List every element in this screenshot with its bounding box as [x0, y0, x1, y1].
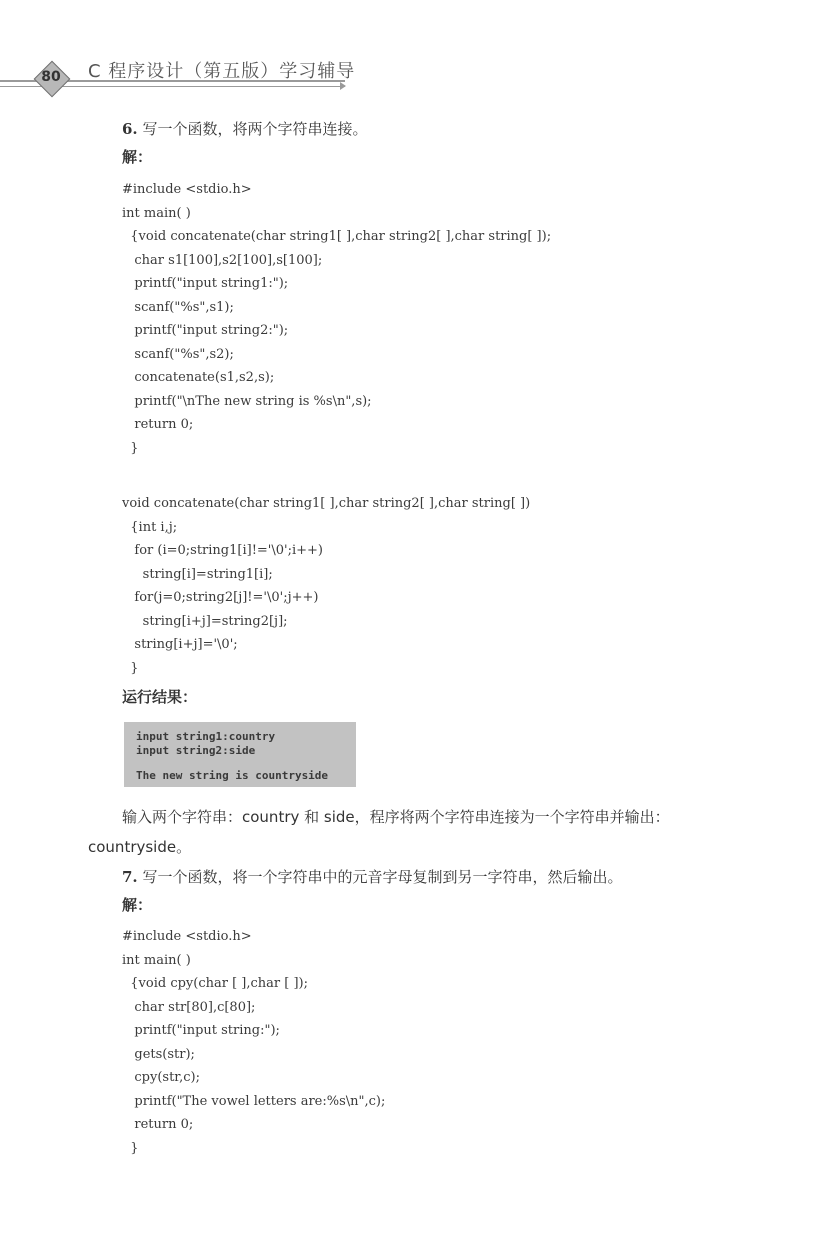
question-7 [122, 866, 622, 887]
question-number: 6. [122, 120, 138, 138]
code-line: #include <stdio.h> [122, 182, 252, 197]
code-line: for(j=0;string2[j]!='\0';j++) [122, 590, 319, 605]
code-line: {int i,j; [122, 519, 178, 535]
question-6 [122, 118, 367, 139]
code-line: scanf("%s",s2); [122, 346, 234, 362]
code-line: cpy(str,c); [122, 1070, 200, 1085]
code-line: for (i=0;string1[i]!='\0';i++) [122, 543, 323, 558]
code-line: char str[80],c[80]; [122, 999, 256, 1015]
code-line: {void concatenate(char string1[ ],char string2[ ],char string[ ]); [122, 229, 552, 244]
code-block-function [122, 492, 530, 680]
book-title: C 程序设计（第五版）学习辅导 [88, 61, 356, 82]
question-number: 7. [122, 868, 138, 886]
code-block-main [122, 178, 551, 460]
code-line: return 0; [122, 1117, 194, 1132]
page-number: 80 [41, 69, 61, 85]
code-line: #include <stdio.h> [122, 929, 252, 944]
code-line: void concatenate(char string1[ ],char string2[ ],char string[ ]) [122, 496, 531, 511]
code-line: string[i+j]='\0'; [122, 637, 238, 652]
run-result-label: 运行结果： [122, 688, 198, 706]
code-line: scanf("%s",s1); [122, 299, 234, 315]
explanation-line-2: countryside。 [88, 838, 192, 856]
console-output [124, 722, 356, 787]
code-line: int main( ) [122, 205, 191, 221]
code-line: } [122, 440, 139, 456]
code-line: char s1[100],s2[100],s[100]; [122, 252, 323, 268]
code-line: } [122, 1140, 139, 1156]
console-line: input string2:side [136, 744, 256, 757]
page-number-badge [34, 61, 68, 95]
code-line: string[i+j]=string2[j]; [122, 613, 288, 629]
console-line: input string1:country [136, 730, 276, 743]
code-line: {void cpy(char [ ],char [ ]); [122, 976, 308, 991]
running-header [0, 55, 360, 100]
code-block-main-q7 [122, 925, 385, 1160]
explanation-line-1: 输入两个字符串：country 和 side，程序将两个字符串连接为一个字符串并输出： [122, 808, 670, 826]
code-line: } [122, 660, 139, 676]
code-line: printf("input string:"); [122, 1023, 280, 1038]
code-line: string[i]=string1[i]; [122, 566, 273, 582]
code-line: return 0; [122, 417, 194, 432]
solution-label: 解： [122, 148, 153, 166]
code-line: gets(str); [122, 1046, 195, 1062]
code-line: printf("\nThe new string is %s\n",s); [122, 393, 372, 409]
solution-label: 解： [122, 896, 153, 914]
code-line: int main( ) [122, 952, 191, 968]
code-line: printf("input string2:"); [122, 323, 289, 338]
code-line: printf("input string1:"); [122, 276, 289, 291]
question-text: 写一个函数，将一个字符串中的元音字母复制到另一字符串，然后输出。 [142, 868, 623, 886]
code-line: concatenate(s1,s2,s); [122, 370, 275, 385]
console-line: The new string is countryside [136, 769, 329, 782]
code-line: printf("The vowel letters are:%s\n",c); [122, 1093, 386, 1109]
question-text: 写一个函数，将两个字符串连接。 [142, 120, 368, 138]
rule-arrow-icon [340, 82, 346, 90]
